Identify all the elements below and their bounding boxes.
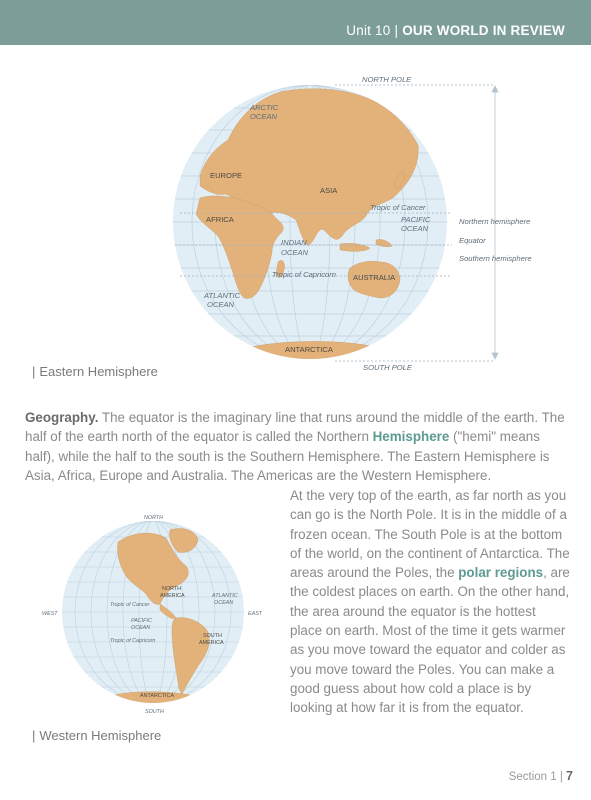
south-america-label-2: AMERICA: [199, 640, 224, 646]
north-america-label-2: AMERICA: [160, 593, 185, 599]
antarctica-label: ANTARCTICA: [285, 345, 333, 354]
unit-label: Unit 10: [346, 23, 391, 38]
east-label: EAST: [248, 611, 263, 617]
pacific-ocean-label-1: PACIFIC: [401, 215, 431, 224]
header-title: [346, 23, 565, 38]
australia-label: AUSTRALIA: [353, 273, 396, 282]
section-title: OUR WORLD IN REVIEW: [402, 23, 565, 38]
eastern-hemisphere-map: [170, 75, 570, 375]
page-footer: [509, 769, 573, 783]
west-label: WEST: [42, 611, 58, 617]
south-label: SOUTH: [145, 709, 164, 715]
w-atlantic-label-2: OCEAN: [214, 600, 234, 606]
tropic-cancer-label: Tropic of Cancer: [370, 203, 426, 212]
w-pacific-label-1: PACIFIC: [131, 618, 152, 624]
indian-ocean-label-1: INDIAN: [281, 238, 307, 247]
header-separator: |: [394, 23, 399, 38]
poles-paragraph: At the very top of the earth, as far north as you can go is the North Pole. It is in the middle of a frozen ocean. The South Pole is at the bottom of the world, on the continent of Antarctica. The areas around the Poles, the polar regions, are the coldest places on earth. On the other hand, the area around the equator is the hottest place on earth. Most of the time it gets warmer as you move toward the equator and colder as you move toward the Poles. You can make a good guess about how cold a place is by looking at how far it is from the equator.: [290, 488, 570, 716]
tropic-capricorn-label: Tropic of Capricorn: [272, 270, 337, 279]
w-atlantic-label-1: ATLANTIC: [212, 593, 238, 599]
w-antarctica-label: ANTARCTICA: [140, 693, 175, 699]
europe-label: EUROPE: [210, 171, 243, 180]
lead-term: Geography.: [25, 410, 99, 425]
western-hemisphere-caption: | Western Hemisphere: [32, 728, 162, 743]
north-pole-label: NORTH POLE: [362, 75, 412, 84]
south-america-label-1: SOUTH: [203, 633, 222, 639]
africa-label: AFRICA: [206, 215, 234, 224]
north-america-label-1: NORTH: [162, 586, 182, 592]
w-tropic-capricorn-label: Tropic of Capricorn: [110, 638, 156, 644]
northern-hemisphere-label: Northern hemisphere: [459, 217, 531, 226]
southern-hemisphere-label: Southern hemisphere: [459, 254, 532, 263]
page-number: 7: [566, 769, 573, 783]
equator-label: Equator: [459, 236, 486, 245]
pacific-ocean-label-2: OCEAN: [401, 224, 429, 233]
north-label: NORTH: [144, 515, 164, 521]
w-tropic-cancer-label: Tropic of Cancer: [110, 602, 150, 608]
term-hemisphere: Hemisphere: [372, 429, 450, 445]
atlantic-ocean-label-2: OCEAN: [207, 300, 235, 309]
geography-paragraph: Geography. The equator is the imaginary line that runs around the middle of the earth. The half of the earth north of the equator is called the Northern Hemisphere ("hemi" means half), while the half to the south is the Southern Hemisphere. The Eastern Hemisphere is Asia, Africa, Europe and Australia. The Americas are the Western Hemisphere.: [25, 410, 565, 483]
term-polar-regions: polar regions: [458, 565, 544, 581]
arctic-ocean-label-1: ARCTIC: [250, 103, 279, 112]
arctic-ocean-label-2: OCEAN: [250, 112, 278, 121]
asia-label: ASIA: [320, 186, 338, 195]
w-pacific-label-2: OCEAN: [131, 625, 151, 631]
atlantic-ocean-label-1: ATLANTIC: [204, 291, 241, 300]
section-label: Section 1: [508, 771, 557, 783]
indian-ocean-label-2: OCEAN: [281, 248, 309, 257]
footer-separator: |: [559, 771, 563, 783]
western-hemisphere-map: [38, 512, 278, 717]
eastern-hemisphere-caption: | Eastern Hemisphere: [32, 364, 158, 379]
south-pole-label: SOUTH POLE: [363, 363, 412, 372]
